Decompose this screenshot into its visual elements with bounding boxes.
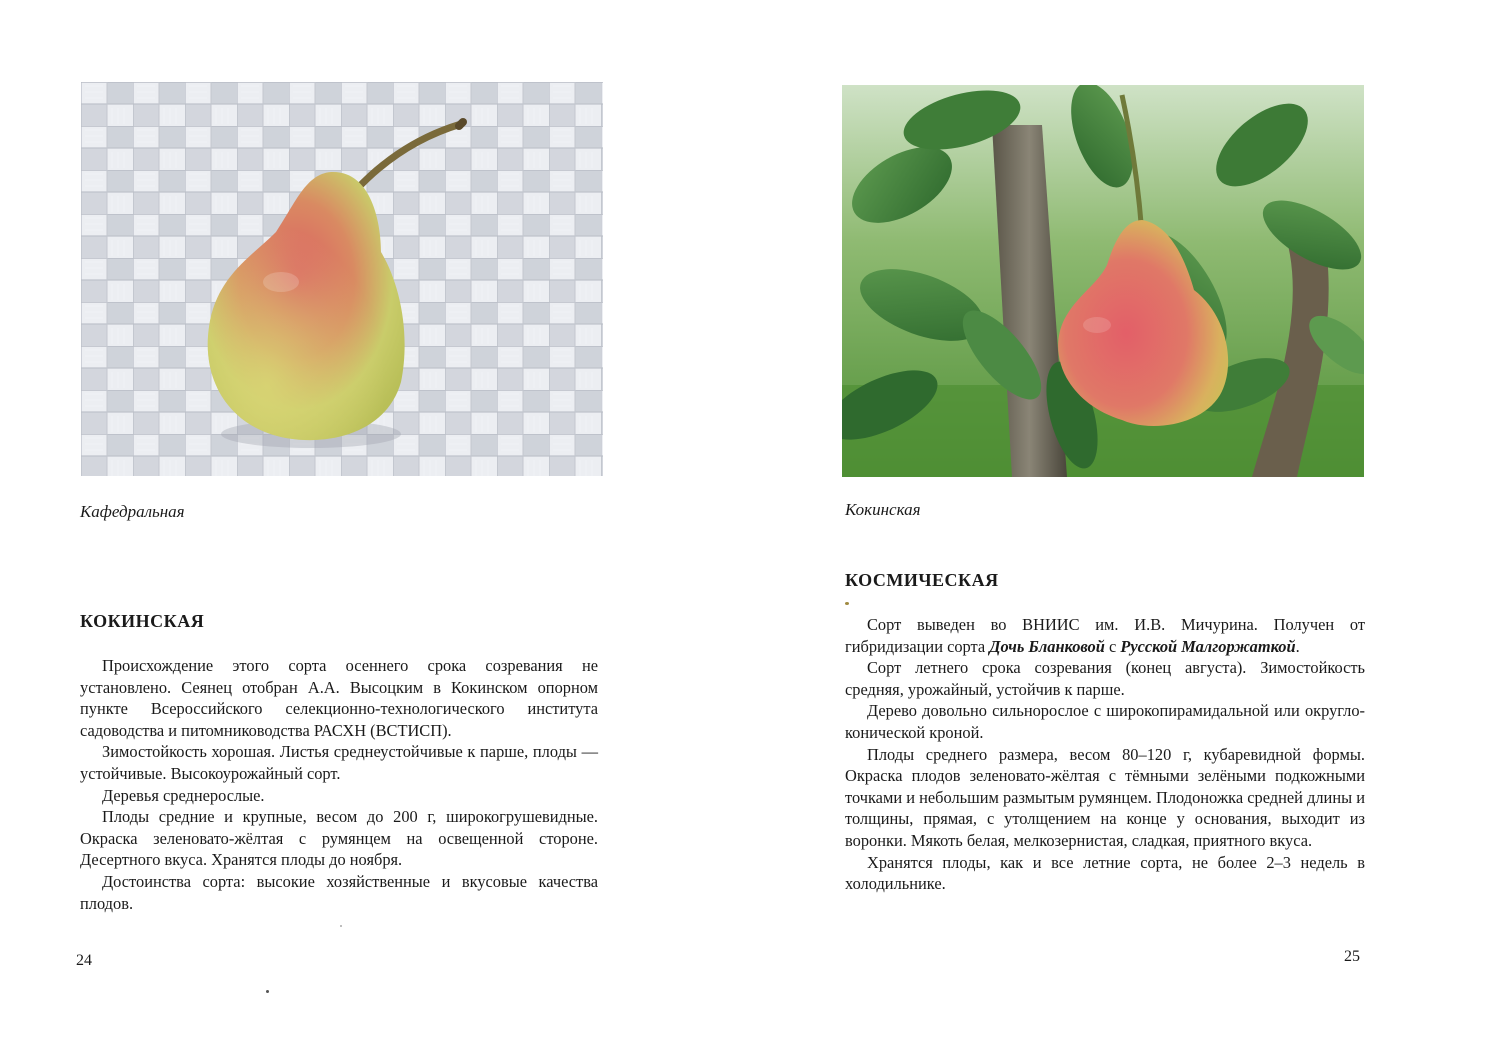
variety-description xyxy=(845,614,1365,895)
paragraph xyxy=(845,614,1365,657)
text-run: Сорт выведен во ВНИИС им. И.В. Мичурина. Получен от гибридизации сорта xyxy=(845,615,1365,656)
right-page xyxy=(750,0,1500,1060)
variety-heading: КОКИНСКАЯ xyxy=(80,611,205,631)
text-run: . xyxy=(1295,636,1300,656)
parent-variety: Дочь Бланковой xyxy=(989,636,1105,656)
text-run: с xyxy=(1104,636,1121,656)
photo-caption: Кафедральная xyxy=(80,502,185,521)
paragraph: Происхождение этого сорта осеннего срока созревания не установлено. Сеянец отобран А.А. Высоцким в Кокинском опорном пункте Всероссийского селекционно-технологического института садоводства и питомниководства РАСХН (ВСТИСП). xyxy=(80,656,598,740)
parent-variety: Русской Малгоржаткой xyxy=(1120,636,1296,656)
print-speck xyxy=(845,602,849,605)
paragraph: Дерево довольно сильнорослое с широкопирамидальной или округло-конической кроной. xyxy=(845,701,1365,742)
variety-description xyxy=(80,655,598,914)
photo-caption: Кокинская xyxy=(845,500,921,519)
paragraph: Зимостойкость хорошая. Листья среднеустойчивые к парше, плоды — устойчивые. Высокоурожайный сорт. xyxy=(80,742,598,783)
page-number: 25 xyxy=(1344,948,1360,965)
paragraph: Деревья среднерослые. xyxy=(102,785,265,805)
variety-heading: КОСМИЧЕСКАЯ xyxy=(845,570,999,590)
paragraph: Достоинства сорта: высокие хозяйственные и вкусовые качества плодов. xyxy=(80,871,598,913)
pear-photo-kokinskaya xyxy=(842,85,1364,477)
paragraph: Плоды средние и крупные, весом до 200 г, широкогрушевидные. Окраска зеленовато-жёлтая с румянцем на освещенной стороне. Десертного вкуса. Хранятся плоды до ноября. xyxy=(80,807,598,870)
print-speck xyxy=(266,990,269,993)
paragraph: Плоды среднего размера, весом 80–120 г, кубаревидной формы. Окраска плодов зеленовато-жёлтая с тёмными зелёными подкожными точками и небольшим размытым румянцем. Плодоножка средней длины и толщины, прямая, с утолщением на конце у основания, выходит из воронки. Мякоть белая, мелкозернистая, сладкая, приятного вкуса. xyxy=(845,744,1365,850)
print-speck xyxy=(340,925,342,927)
paragraph: Сорт летнего срока созревания (конец августа). Зимостойкость средняя, урожайный, устойчив к парше. xyxy=(845,658,1365,699)
page-number: 24 xyxy=(76,952,92,969)
paragraph: Хранятся плоды, как и все летние сорта, не более 2–3 недель в холодильнике. xyxy=(845,852,1365,894)
pear-photo-kafedralnaya xyxy=(81,82,603,476)
